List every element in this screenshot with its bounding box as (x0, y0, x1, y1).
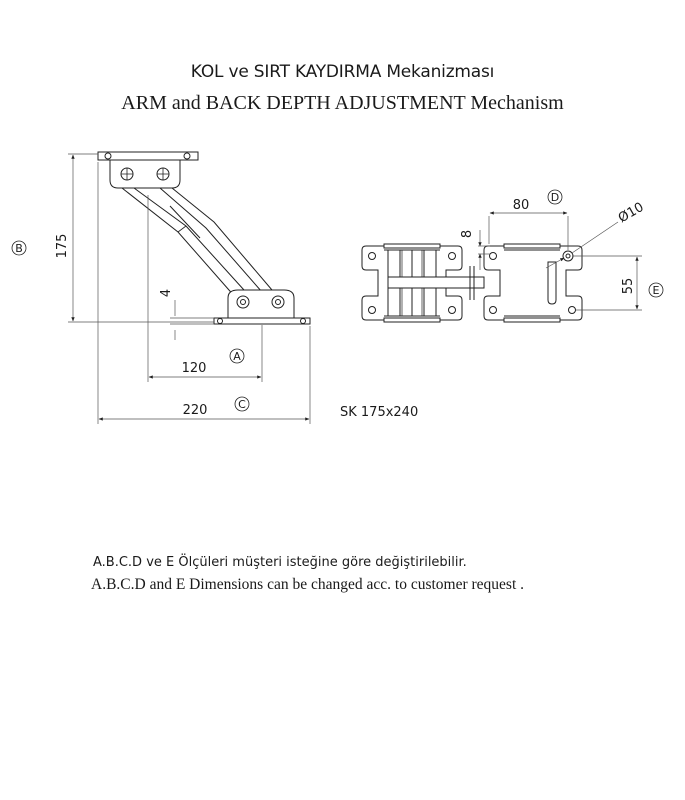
ref-d-label: D (550, 191, 560, 204)
ref-b-label: B (15, 242, 23, 255)
ref-a-label: A (233, 350, 241, 363)
dim-8-label: 8 (460, 229, 475, 239)
ref-e-label: E (652, 284, 660, 297)
dim-4-label: 4 (159, 288, 174, 298)
title-turkish: KOL ve SIRT KAYDIRMA Mekanizması (190, 62, 495, 82)
title-english: ARM and BACK DEPTH ADJUSTMENT Mechanism (121, 92, 564, 114)
ref-c-label: C (238, 398, 246, 411)
side-view-mechanism (98, 152, 310, 324)
dim-hole-label: Ø10 (615, 199, 647, 227)
top-view-right-plate (484, 244, 582, 322)
dim-175-label: 175 (55, 233, 70, 259)
dim-120-label: 120 (181, 361, 207, 376)
dim-55-label: 55 (621, 277, 636, 295)
dim-80-label: 80 (512, 198, 530, 213)
note-turkish: A.B.C.D ve E Ölçüleri müşteri isteğine göre değiştirilebilir. (93, 555, 467, 570)
side-view-dimensions (68, 154, 310, 424)
note-english: A.B.C.D and E Dimensions can be changed acc. to customer request . (91, 576, 525, 593)
dim-220-label: 220 (182, 403, 208, 418)
model-code: SK 175x240 (340, 405, 419, 420)
